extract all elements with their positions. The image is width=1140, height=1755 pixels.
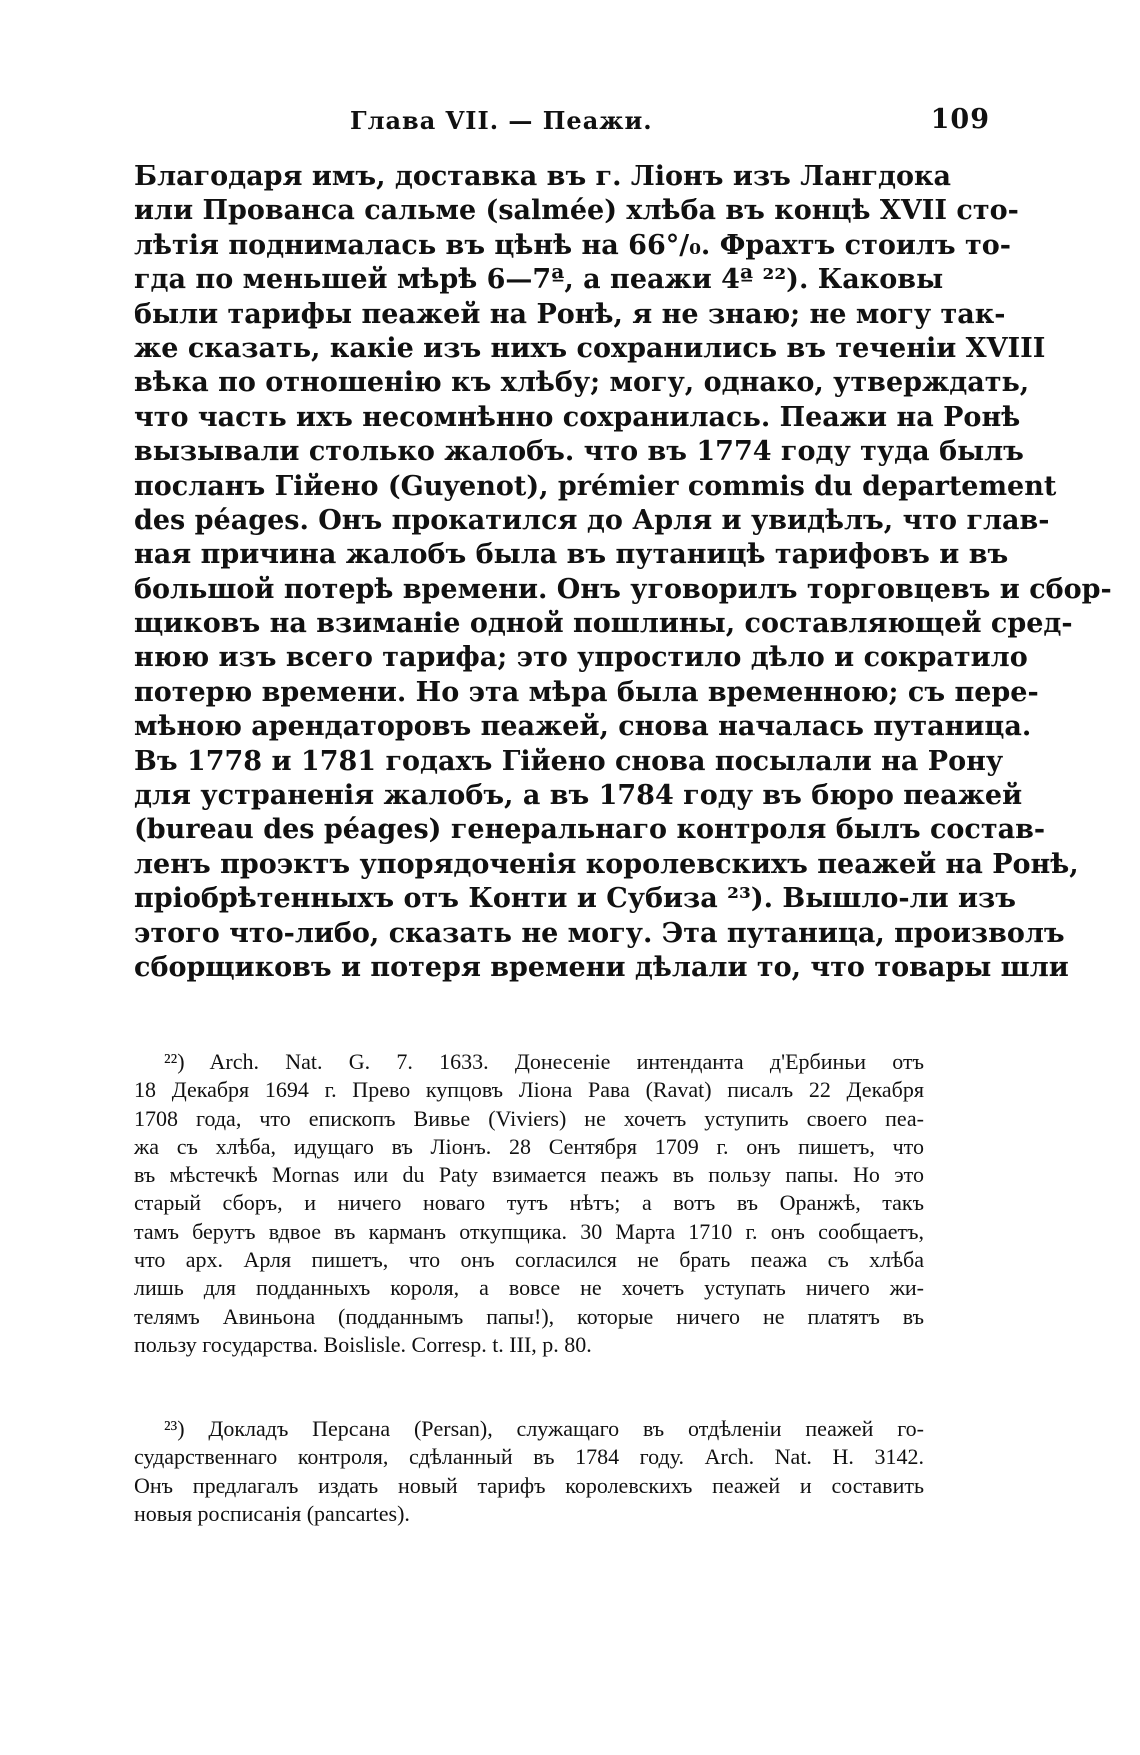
text-line: для устраненія жалобъ, а въ 1784 году въ бюро пеажей [134,780,1023,812]
text-line: этого что-либо, сказать не могу. Эта путаница, произволъ [134,917,1065,949]
text-line: большой потерѣ времени. Онъ уговорилъ торговцевъ и сбор- [134,573,1112,605]
text-line: пріобрѣтенныхъ отъ Конти и Субиза ²³). Вышло-ли изъ [134,883,1016,915]
text-line: щиковъ на взиманіе одной пошлины, составляющей сред- [134,608,1073,640]
text-line: или Прованса сальме (salmée) хлѣба въ концѣ XVII сто- [134,195,1019,227]
text-line: лѣтія поднималась въ цѣнѣ на 66°/₀. Фрахтъ стоилъ то- [134,229,1011,261]
text-line: же сказать, какіе изъ нихъ сохранились въ теченіи XVIII [134,332,1046,364]
page-number: 109 [930,104,990,135]
footnote-line: новыя росписанія (pancartes). [134,1500,410,1526]
footnote-line: что арх. Арля пишетъ, что онъ согласился не брать пеажа съ хлѣба [134,1247,924,1273]
footnote-line: телямъ Авиньона (подданнымъ папы!), которые ничего не платятъ въ [134,1303,924,1329]
footnote-22 [134,1048,924,1359]
footnote-line: лишь для подданныхъ короля, а вовсе не хочетъ уступать ничего жи- [134,1275,924,1301]
text-line: были тарифы пеажей на Ронѣ, я не знаю; не могу так- [134,298,1006,330]
text-line: мѣною арендаторовъ пеажей, снова началась путаница. [134,711,1032,743]
text-line: Въ 1778 и 1781 годахъ Гійено снова посылали на Рону [134,745,1004,777]
text-line: посланъ Гійено (Guyenot), prémier commis du departement [134,470,1057,502]
chapter-title: Глава VII. — Пеажи. [350,106,653,135]
footnote-line: пользу государства. Boislisle. Corresp. t. III, p. 80. [134,1331,592,1357]
text-line: вѣка по отношенію къ хлѣбу; могу, однако, утверждать, [134,367,1030,399]
text-line: нюю изъ всего тарифа; это упростило дѣло и сократило [134,642,1028,674]
running-header [140,100,1000,140]
text-line: вызывали столько жалобъ. что въ 1774 году туда былъ [134,436,1024,468]
footnote-line: ²³) Докладъ Персана (Persan), служащаго въ отдѣленіи пеажей го- [164,1416,924,1441]
footnote-line: сударственнаго контроля, сдѣланный въ 1784 году. Arch. Nat. H. 3142. [134,1444,924,1470]
footnote-line: ²²) Arch. Nat. G. 7. 1633. Донесеніе интенданта д'Ербиньи отъ [164,1049,924,1074]
footnote-line: тамъ берутъ вдвое въ карманъ откупщика. 30 Марта 1710 г. онъ сообщаетъ, [134,1218,924,1244]
text-line: des péages. Онъ прокатился до Арля и увидѣлъ, что глав- [134,504,1050,536]
text-line: ленъ проэктъ упорядоченія королевскихъ пеажей на Ронѣ, [134,848,1079,880]
footnote-line: жа съ хлѣба, идущаго въ Ліонъ. 28 Сентября 1709 г. онъ пишетъ, что [134,1133,924,1159]
footnote-23 [134,1415,924,1528]
text-line: сборщиковъ и потеря времени дѣлали то, что товары шли [134,951,1069,983]
main-text [134,160,1112,985]
footnote-line: 18 Декабря 1694 г. Прево купцовъ Ліона Рава (Ravat) писалъ 22 Декабря [134,1077,924,1103]
text-line: что часть ихъ несомнѣнно сохранилась. Пеажи на Ронѣ [134,401,1021,433]
footnote-line: Онъ предлагалъ издать новый тарифъ королевскихъ пеажей и составить [134,1472,924,1498]
footnote-line: въ мѣстечкѣ Mornas или du Paty взимается пеажъ въ пользу папы. Но это [134,1162,924,1188]
text-line: ная причина жалобъ была въ путаницѣ тарифовъ и въ [134,539,1009,571]
text-line: потерю времени. Но эта мѣра была временною; съ пере- [134,676,1039,708]
text-line: (bureau des péages) генеральнаго контроля былъ состав- [134,814,1046,846]
text-line: гда по меньшей мѣрѣ 6—7ª, а пеажи 4ª ²²). Каковы [134,264,944,296]
text-line: Благодаря имъ, доставка въ г. Ліонъ изъ Лангдока [134,161,951,192]
footnote-line: старый сборъ, и ничего новаго тутъ нѣтъ; а вотъ въ Оранжѣ, такъ [134,1190,924,1216]
footnote-line: 1708 года, что епископъ Вивье (Viviers) не хочетъ уступить своего пеа- [134,1105,924,1131]
